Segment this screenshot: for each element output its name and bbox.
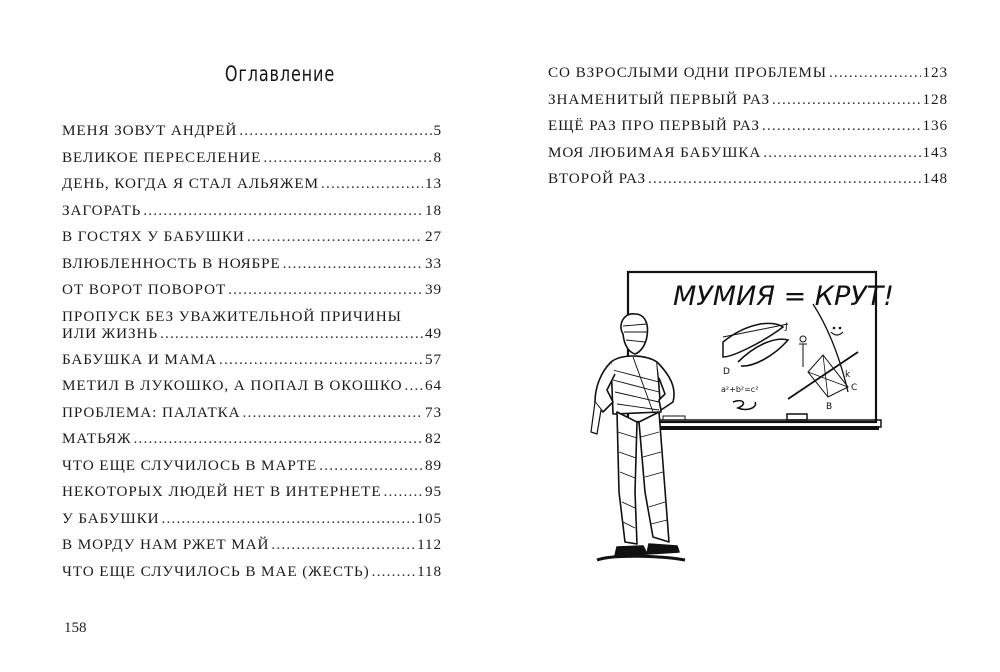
- toc-entry-page: 73: [425, 403, 442, 421]
- dot-leader: [319, 453, 423, 480]
- toc-entry-title: ЗНАМЕНИТЫЙ ПЕРВЫЙ РАЗ: [548, 90, 770, 108]
- page-number: 158: [64, 620, 87, 636]
- toc-entry[interactable]: [548, 113, 948, 140]
- svg-text:D: D: [723, 367, 730, 377]
- svg-text:C: C: [851, 383, 858, 393]
- toc-entry[interactable]: [62, 373, 442, 400]
- dot-leader: [162, 506, 415, 533]
- toc-entry-title: У БАБУШКИ: [62, 509, 160, 527]
- dot-leader: [143, 198, 423, 225]
- toc-entry-title: МЕНЯ ЗОВУТ АНДРЕЙ: [62, 122, 238, 139]
- page-title: Оглавление: [224, 62, 336, 86]
- dot-leader: [648, 166, 920, 193]
- toc-entry[interactable]: [62, 277, 442, 304]
- dot-leader: [243, 400, 423, 427]
- toc-entry-title: ЧТО ЕЩЕ СЛУЧИЛОСЬ В МАЕ (ЖЕСТЬ): [62, 562, 370, 580]
- mummy-figure-icon: [591, 314, 685, 560]
- toc-entry[interactable]: [62, 453, 442, 480]
- toc-entry[interactable]: [62, 251, 442, 278]
- toc-entry-title: ВТОРОЙ РАЗ: [548, 170, 647, 187]
- svg-text:k: k: [845, 370, 851, 380]
- toc-entry-title: МОЯ ЛЮБИМАЯ БАБУШКА: [548, 143, 762, 161]
- toc-entry-page: 128: [922, 90, 948, 108]
- toc-entry-title: ОТ ВОРОТ ПОВОРОТ: [62, 281, 227, 298]
- dot-leader: [219, 347, 423, 374]
- toc-entry[interactable]: [62, 145, 442, 172]
- toc-entry-title: ВЕЛИКОЕ ПЕРЕСЕЛЕНИЕ: [62, 148, 262, 166]
- toc-entry[interactable]: [62, 347, 442, 374]
- toc-entry[interactable]: [62, 171, 442, 198]
- toc-entry-title: ЗАГОРАТЬ: [62, 201, 142, 219]
- toc-entry[interactable]: [548, 166, 948, 193]
- toc-entry-page: 112: [417, 536, 442, 553]
- toc-entry-title: ЕЩЁ РАЗ ПРО ПЕРВЫЙ РАЗ: [548, 117, 760, 134]
- svg-text:B: B: [826, 402, 833, 412]
- toc-entry-page: 39: [425, 281, 442, 298]
- toc-entry-page: 148: [922, 170, 948, 187]
- toc-entry-page: 82: [425, 430, 442, 447]
- toc-entry[interactable]: [62, 118, 442, 145]
- toc-entry[interactable]: [62, 559, 442, 586]
- dot-leader: [271, 532, 415, 559]
- dot-leader: [247, 224, 423, 251]
- dot-leader: [405, 373, 423, 400]
- toc-entry[interactable]: [548, 140, 948, 167]
- toc-entry-title: МЕТИЛ В ЛУКОШКО, А ПОПАЛ В ОКОШКО: [62, 377, 403, 394]
- dot-leader: [762, 113, 921, 140]
- dot-leader: [384, 479, 423, 506]
- toc-entry-page: 33: [425, 254, 442, 272]
- dot-leader: [160, 325, 423, 342]
- dot-leader: [772, 87, 921, 114]
- dot-leader: [321, 171, 423, 198]
- dot-leader: [263, 145, 431, 172]
- toc-entry-title: ДЕНЬ, КОГДА Я СТАЛ АЛЬЯЖЕМ: [62, 175, 319, 192]
- dot-leader: [763, 140, 920, 167]
- toc-entry-page: 136: [922, 117, 948, 134]
- toc-entry-page: 95: [425, 483, 442, 500]
- mummy-whiteboard-illustration: [573, 262, 903, 577]
- dot-leader: [228, 277, 423, 304]
- toc-entry-page: 143: [922, 143, 948, 161]
- toc-entry-title: ПРОБЛЕМА: ПАЛАТКА: [62, 403, 241, 421]
- toc-entry-page: 49: [425, 324, 442, 342]
- toc-entry[interactable]: [62, 479, 442, 506]
- right-page: [500, 0, 1000, 672]
- toc-entry-page: 64: [425, 377, 442, 394]
- dot-leader: [283, 251, 423, 278]
- dot-leader: [372, 559, 415, 586]
- toc-entry-title: БАБУШКА И МАМА: [62, 350, 217, 368]
- svg-text:J: J: [785, 322, 788, 332]
- toc-entry[interactable]: [62, 304, 442, 351]
- toc-entry[interactable]: [62, 426, 442, 453]
- svg-text:a²+b²=c²: a²+b²=c²: [721, 385, 759, 394]
- toc-entry[interactable]: [62, 400, 442, 427]
- toc-entry-title: СО ВЗРОСЛЫМИ ОДНИ ПРОБЛЕМЫ: [548, 64, 827, 81]
- dot-leader: [829, 60, 921, 87]
- table-of-contents: [62, 118, 442, 585]
- toc-entry-page: 5: [433, 122, 442, 139]
- toc-entry-title: В ГОСТЯХ У БАБУШКИ: [62, 228, 245, 245]
- toc-entry-page: 105: [416, 509, 442, 527]
- toc-entry[interactable]: [62, 532, 442, 559]
- toc-entry-title: В МОРДУ НАМ РЖЕТ МАЙ: [62, 536, 270, 553]
- toc-entry-page: 57: [425, 350, 442, 368]
- toc-entry-title: НЕКОТОРЫХ ЛЮДЕЙ НЕТ В ИНТЕРНЕТЕ: [62, 483, 382, 500]
- toc-entry[interactable]: [62, 198, 442, 225]
- toc-entry[interactable]: [548, 60, 948, 87]
- toc-entry[interactable]: [548, 87, 948, 114]
- toc-entry-title-line1: ПРОПУСК БЕЗ УВАЖИТЕЛЬНОЙ ПРИЧИНЫ: [62, 307, 402, 325]
- toc-entry[interactable]: [62, 506, 442, 533]
- dot-leader: [239, 118, 431, 145]
- toc-entry-page: 27: [425, 228, 442, 245]
- toc-entry-page: 18: [425, 201, 442, 219]
- toc-entry[interactable]: [62, 224, 442, 251]
- dot-leader: [133, 426, 423, 453]
- table-of-contents-continued: [548, 60, 948, 193]
- toc-entry-title: ВЛЮБЛЕННОСТЬ В НОЯБРЕ: [62, 254, 281, 272]
- toc-entry-page: 8: [433, 148, 442, 166]
- toc-entry-page: 123: [922, 64, 948, 81]
- toc-entry-title-line2: ИЛИ ЖИЗНЬ: [62, 324, 159, 342]
- toc-entry-title: ЧТО ЕЩЕ СЛУЧИЛОСЬ В МАРТЕ: [62, 456, 318, 474]
- toc-entry-title: МАТЬЯЖ: [62, 430, 132, 447]
- toc-entry-page: 89: [425, 456, 442, 474]
- toc-entry-page: 13: [425, 175, 442, 192]
- toc-entry-page: 118: [417, 562, 442, 580]
- svg-text:МУМИЯ = КРУТ!: МУМИЯ = КРУТ!: [673, 281, 895, 312]
